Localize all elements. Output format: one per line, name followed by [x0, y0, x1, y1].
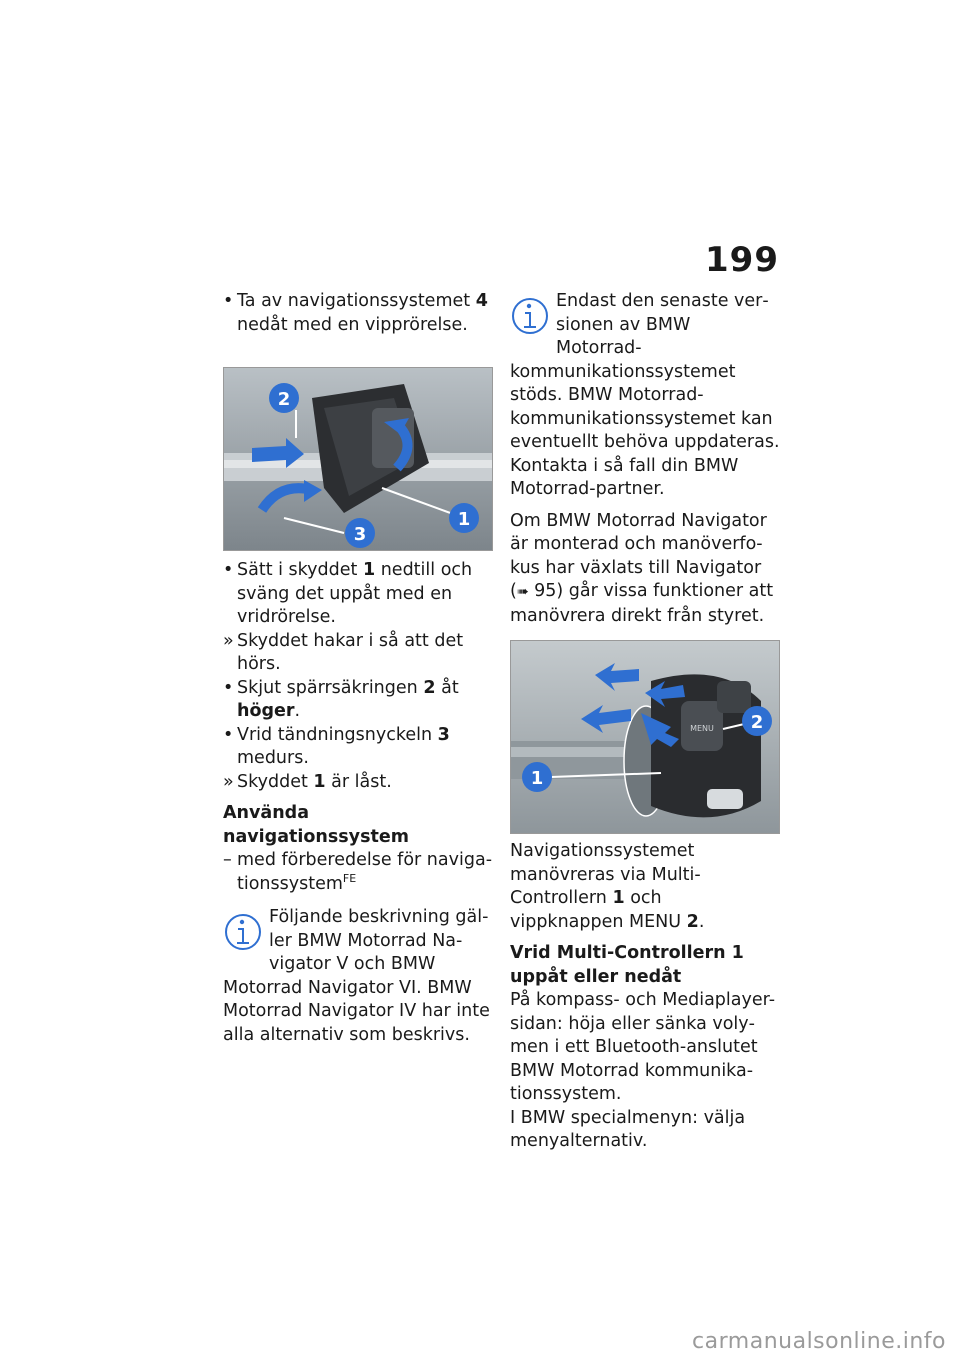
callout-label: 1 [530, 768, 544, 789]
bullet-icon: • [223, 677, 234, 698]
right-column [510, 290, 780, 1154]
step-remove-navigator: • Ta av navigationssystemet 4 nedåt med en vipprörelse. [223, 291, 488, 335]
page-number: 199 [705, 240, 779, 280]
step-slide-lock: • Skjut spärrsäkringen 2 åt höger. [223, 677, 459, 721]
left-column [223, 290, 493, 1047]
special-menu-paragraph: I BMW specialmenyn: välja menyalternativ. [510, 1107, 746, 1151]
info-icon [223, 910, 263, 954]
figure-handlebar-controls [510, 640, 780, 834]
info-text: Endast den senaste versionen av BMW Motorrad-kommunikationssystemet stöds. BMW Motorrad-kommunikationssystemet kan eventuellt behöva uppdateras. Kontakta i så fall din BMW Motorrad-partner. [510, 291, 780, 499]
info-note [223, 906, 493, 1047]
compass-media-paragraph: På kompass- och Mediaplayer-sidan: höja eller sänka volymen i ett Bluetooth-anslutet BMW Motorrad kommunikationssystem. [510, 990, 776, 1104]
info-icon [510, 294, 550, 338]
figure-cover-mount [223, 367, 493, 551]
step-turn-key: • Vrid tändningsnyckeln 3 medurs. [223, 724, 450, 768]
step-insert-cover: • Sätt i skyddet 1 nedtill och sväng det uppåt med en vridrörelse. [223, 560, 473, 627]
info-note [510, 290, 780, 502]
watermark: carmanualsonline.info [692, 1329, 946, 1354]
callout-label: 2 [277, 389, 291, 410]
result-chevron-icon: » [223, 630, 234, 651]
callout-label: 2 [750, 712, 764, 733]
handlebar-controls-illustration [511, 641, 779, 833]
callout-label: 1 [457, 509, 471, 530]
bullet-icon: • [223, 560, 234, 580]
dash-icon: – [223, 850, 232, 870]
bullet-icon: • [223, 724, 234, 745]
section-subheading: – med förberedelse för navigationssystem$^{FE}$ [223, 850, 493, 894]
section-heading: Vrid Multi-Controllern 1 uppåt eller nedåt [510, 943, 744, 987]
result-cover-locked: » Skyddet 1 är låst. [223, 771, 493, 795]
fe-superscript: FE [342, 871, 357, 885]
result-cover-clicks: » Skyddet hakar i så att det hörs. [223, 630, 464, 674]
callout-label: 3 [353, 524, 367, 545]
page-ref-arrow-icon: ➠ [516, 584, 529, 600]
menu-key-label: MENU [690, 724, 714, 733]
figure-caption: Navigationssystemet manövreras via Multi-Controllern 1 och vippknappen MENU 2. [510, 841, 705, 932]
cover-mount-illustration [224, 368, 492, 550]
bullet-icon: • [223, 291, 234, 311]
info-text: Följande beskrivning gäller BMW Motorrad Navigator V och BMW Motorrad Navigator VI. BMW Motorrad Navigator IV har inte alla alternativ som beskrivs. [223, 907, 490, 1045]
result-chevron-icon: » [223, 771, 234, 792]
navigator-paragraph: Om BMW Motorrad Navigator är monterad och manöverfokus har växlats till Navigator (➠ 95) går vissa funktioner att manövrera direkt från styret. [510, 510, 774, 626]
section-heading: Använda navigationssystem [223, 803, 409, 847]
